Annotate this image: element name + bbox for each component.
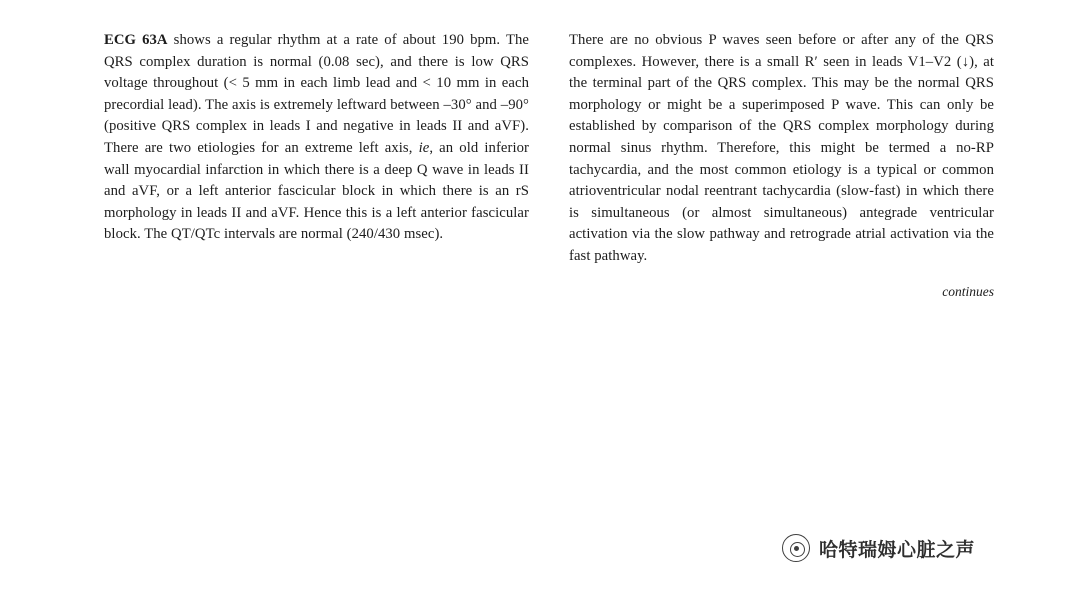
left-column-body-part-2: , an old inferior wall myocardial infarction in which there is a deep Q wave in leads II and aVF, or a left anterior fascicular block in which there is an rS morphology in leads II and aVF. Hence this is a left anterior fascicular block. The QT/QTc intervals are normal (240/430 msec). [104,139,530,243]
ecg-case-label: ECG 63A [104,32,168,48]
right-column [569,30,994,300]
left-column [104,30,529,300]
left-column-body-part-1: shows a regular rhythm at a rate of about 190 bpm. The QRS complex duration is normal (0.08 sec), and there is low QRS voltage throughout (< 5 mm in each limb lead and < 10 mm in each precordial lead). The axis is extremely leftward between –30° and –90° (positive QRS complex in leads I and negative in leads II and aVF). There are two etiologies for an extreme left axis, [104,32,530,156]
heart-circle-logo-icon [782,534,810,562]
watermark-text: 哈特瑞姆心脏之声 [819,538,976,561]
continues-note: continues [942,283,994,299]
left-column-paragraph [104,30,529,246]
two-column-text-body [104,30,994,300]
watermark [782,534,975,562]
right-column-paragraph: There are no obvious P waves seen before or after any of the QRS complexes. However, there is a small R′ seen in leads V1–V2 (↓), at the terminal part of the QRS complex. This may be the normal QRS morphology or might be a superimposed P wave. This can only be established by comparison of the QRS complex morphology during normal sinus rhythm. Therefore, this might be termed a no-RP tachycardia, and the most common etiology is a typical or common atrioventricular nodal reentrant tachycardia (slow-fast) in which there is simultaneous (or almost simultaneous) antegrade ventricular activation via the slow pathway and retrograde atrial activation via the fast pathway. [569,32,994,264]
left-column-italic-term: ie [418,139,430,156]
